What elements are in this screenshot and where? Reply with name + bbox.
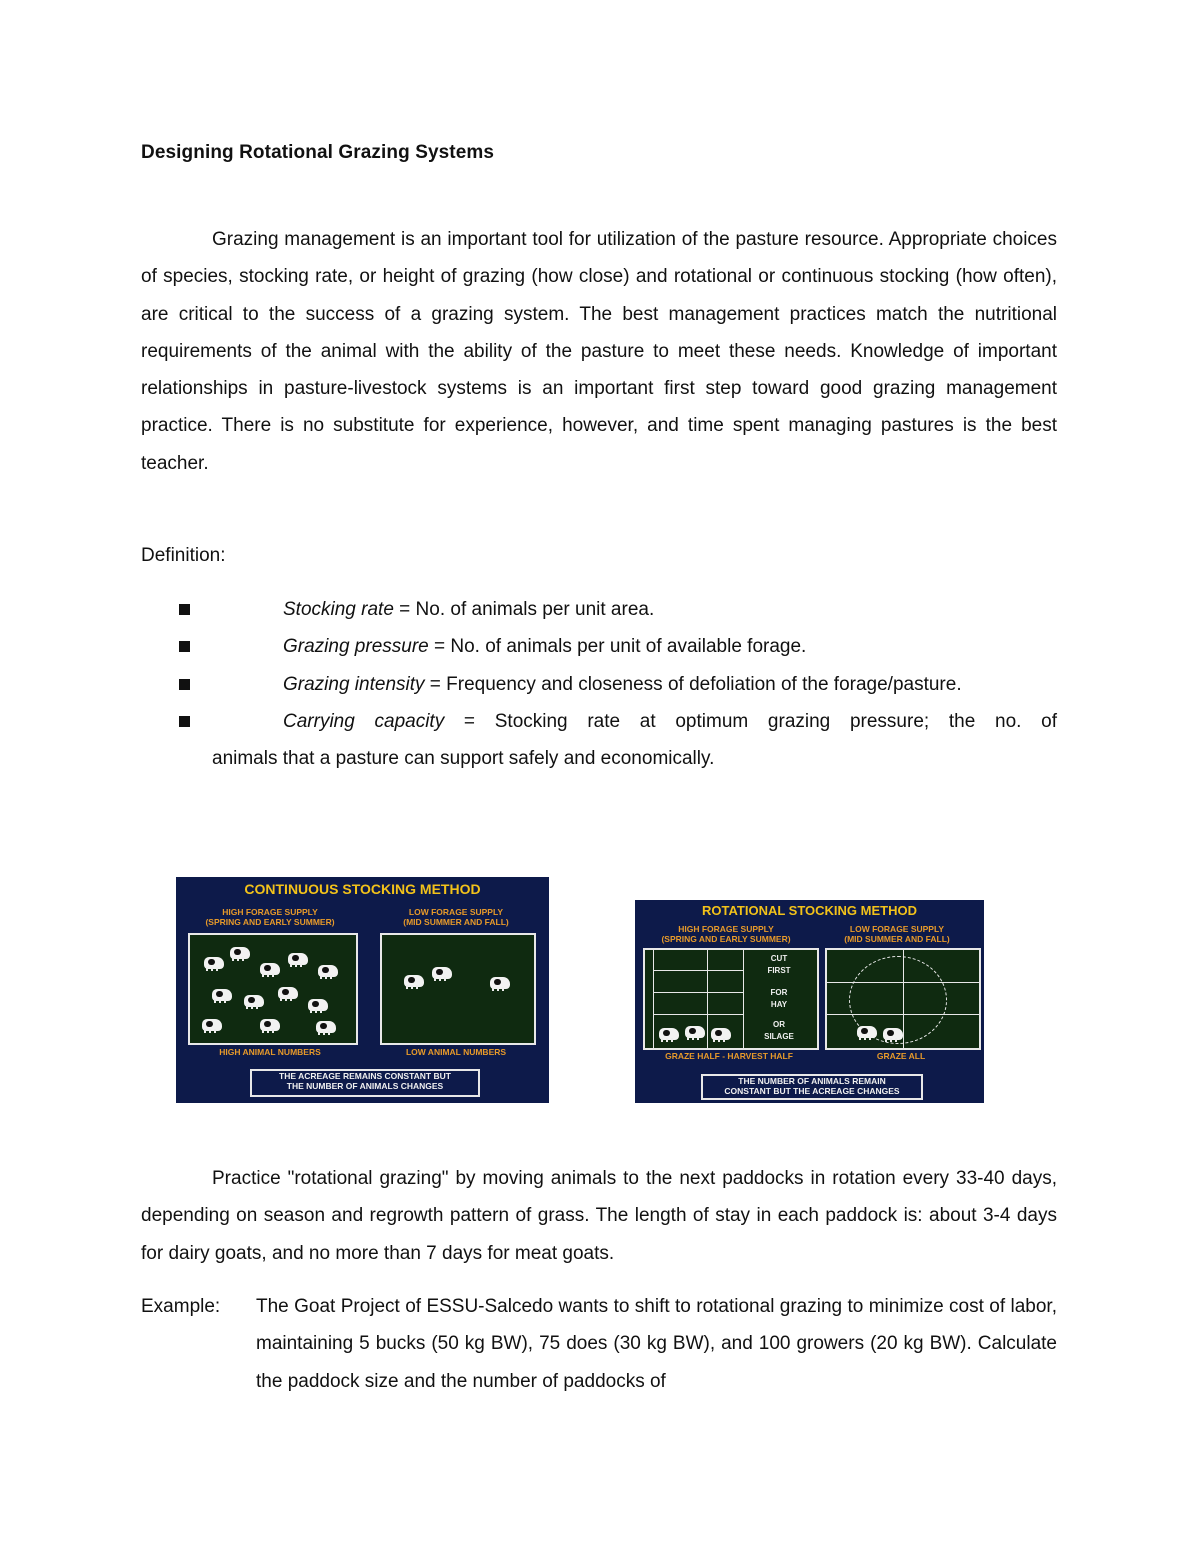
definition-term: Grazing intensity — [283, 673, 425, 695]
cow-icon — [318, 965, 338, 977]
figure-title: CONTINUOUS STOCKING METHOD — [244, 881, 481, 897]
document-title: Designing Rotational Grazing Systems — [141, 142, 495, 163]
rotation-paragraph: Practice "rotational grazing" by moving animals to the next paddocks in rotation every 33-40 days, depending on season and regrowth pattern of grass. The length of stay in each paddock is: about 3-4 days for dairy goats, and no more than 7 days for meat goats. — [141, 1168, 1057, 1264]
example-text: The Goat Project of ESSU-Salcedo wants to shift to rotational grazing to minimize cost of labor, maintaining 5 bucks (50 kg BW), 75 does (30 kg BW), and 100 growers (20 kg BW). Calculate the paddock size and the number of paddocks of — [256, 1296, 1057, 1392]
definition-item — [141, 703, 1057, 778]
graze-all-caption: GRAZE ALL — [876, 1051, 926, 1061]
definition-term: Carrying capacity — [283, 710, 445, 732]
low-forage-label: LOW FORAGE SUPPLY (MID SUMMER AND FALL) — [844, 924, 950, 944]
cow-icon — [202, 1019, 222, 1031]
example-label: Example: — [141, 1296, 221, 1317]
cow-icon — [260, 1019, 280, 1031]
intro-paragraph: Grazing management is an important tool for utilization of the pasture resource. Appropriate choices of species, stocking rate, or height of grazing (how close) and rotational or continuous stocking (how often), are critical to the success of a grazing system. The best management practices match the nutritional requirements of the animal with the ability of the pasture to meet these needs. Knowledge of important relationships in pasture-livestock systems is an important first step toward good grazing management practice. There is no substitute for experience, however, and time spent managing pastures is the best teacher. — [141, 229, 1057, 474]
definition-item — [141, 591, 1057, 628]
hay-label-cut: CUT — [770, 954, 788, 963]
cow-icon — [432, 967, 452, 979]
definition-list — [141, 591, 1057, 777]
cow-icon — [490, 977, 510, 989]
high-animal-caption: HIGH ANIMAL NUMBERS — [219, 1047, 321, 1057]
cow-icon — [278, 987, 298, 999]
high-forage-label: HIGH FORAGE SUPPLY (SPRING AND EARLY SUMMER) — [661, 924, 791, 944]
definition-item — [141, 666, 1057, 703]
cow-icon — [404, 975, 424, 987]
rotational-panel-low — [825, 948, 981, 1050]
cow-icon — [857, 1026, 877, 1038]
bullet-square-icon — [179, 716, 190, 727]
hay-label-for: FOR — [770, 988, 788, 997]
definition-label: Definition: — [141, 545, 226, 566]
cow-icon — [659, 1028, 679, 1040]
rotational-panel-high — [643, 948, 819, 1050]
hay-label-or: OR — [773, 1020, 785, 1029]
definition-item — [141, 628, 1057, 665]
cow-icon — [308, 999, 328, 1011]
cow-icon — [244, 995, 264, 1007]
definition-text: = No. of animals per unit of available forage. — [428, 636, 807, 658]
definition-text: = Stocking rate at optimum grazing pressure; the no. of — [444, 710, 1057, 732]
definition-continuation: animals that a pasture can support safely and economically. — [212, 748, 715, 770]
rotational-note: THE NUMBER OF ANIMALS REMAIN CONSTANT BUT THE ACREAGE CHANGES — [701, 1074, 923, 1100]
cow-icon — [316, 1021, 336, 1033]
cow-icon — [711, 1028, 731, 1040]
definition-text: = Frequency and closeness of defoliation of the forage/pasture. — [424, 673, 962, 695]
pasture-panel-low — [380, 933, 536, 1045]
cow-icon — [204, 957, 224, 969]
cow-icon — [883, 1028, 903, 1040]
cow-icon — [212, 989, 232, 1001]
graze-half-caption: GRAZE HALF - HARVEST HALF — [665, 1051, 793, 1061]
definition-text: = No. of animals per unit area. — [393, 599, 655, 620]
definition-term: Stocking rate — [283, 599, 394, 620]
figure-title: ROTATIONAL STOCKING METHOD — [702, 903, 917, 918]
cow-icon — [230, 947, 250, 959]
bullet-square-icon — [179, 679, 190, 690]
example-block — [141, 1288, 1057, 1400]
rotational-stocking-figure — [635, 900, 984, 1103]
low-forage-label: LOW FORAGE SUPPLY (MID SUMMER AND FALL) — [403, 907, 509, 927]
low-animal-caption: LOW ANIMAL NUMBERS — [405, 1047, 507, 1057]
hay-label-hay: HAY — [770, 1000, 788, 1009]
hay-label-silage: SILAGE — [764, 1032, 794, 1041]
cow-icon — [685, 1026, 705, 1038]
bullet-square-icon — [179, 641, 190, 652]
pasture-panel-high — [188, 933, 358, 1045]
high-forage-label: HIGH FORAGE SUPPLY (SPRING AND EARLY SUMMER) — [205, 907, 335, 927]
hay-label-first: FIRST — [767, 966, 791, 975]
definition-term: Grazing pressure — [283, 636, 429, 658]
continuous-note: THE ACREAGE REMAINS CONSTANT BUT THE NUMBER OF ANIMALS CHANGES — [250, 1069, 480, 1097]
cow-icon — [288, 953, 308, 965]
bullet-square-icon — [179, 604, 190, 615]
continuous-stocking-figure — [176, 877, 549, 1103]
cow-icon — [260, 963, 280, 975]
